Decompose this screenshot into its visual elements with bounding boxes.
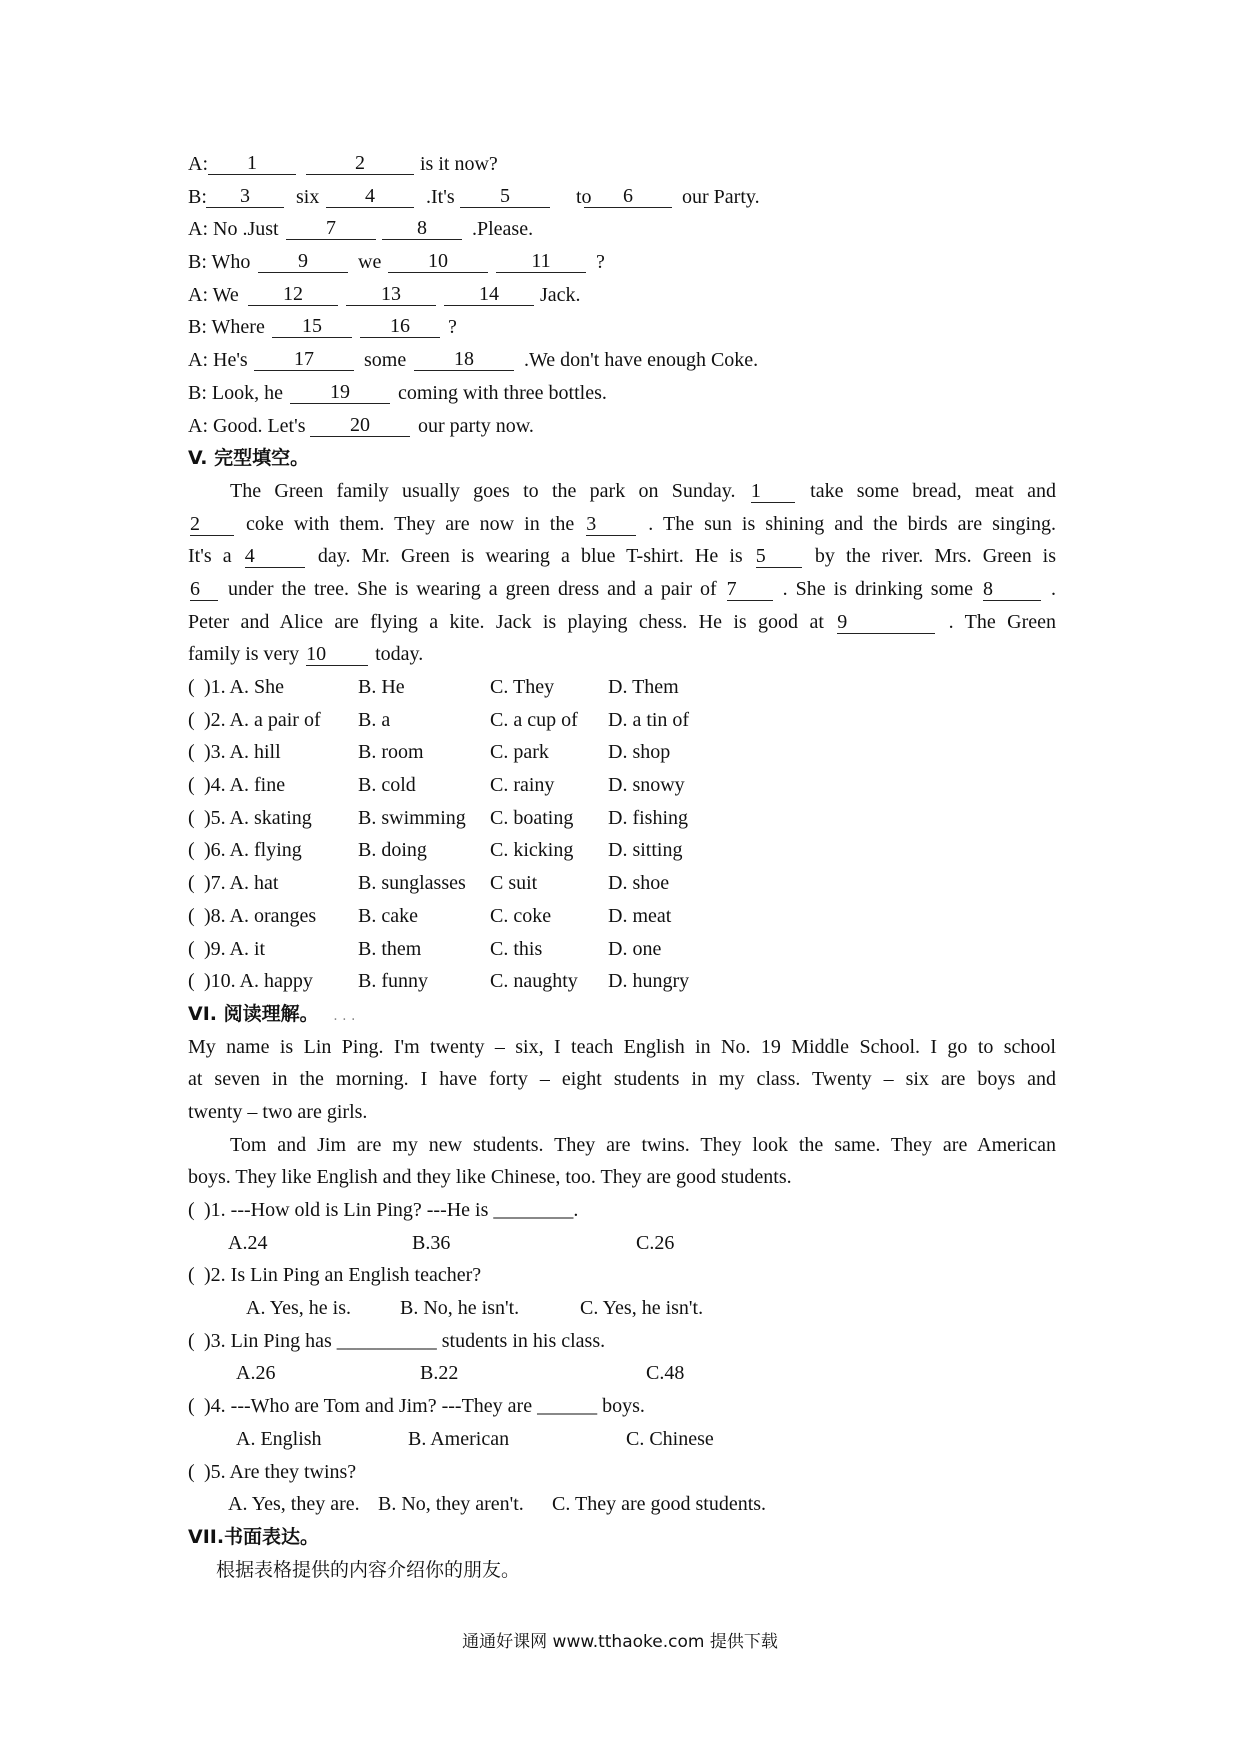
option-choice[interactable]: B. doing [358, 839, 427, 862]
option-choice[interactable]: C. a cup of [490, 708, 578, 731]
answer-blank[interactable]: 16 [360, 315, 440, 338]
answer-blank[interactable]: 11 [496, 250, 586, 273]
cloze-line [188, 508, 1056, 541]
cloze-line [188, 606, 1056, 639]
dialogue-line [188, 181, 1056, 214]
reading-line: Tom and Jim are my new students. They are twins. They look the same. They are American [230, 1133, 1056, 1156]
option-choice: )10. A. happy [204, 970, 313, 993]
answer-blank[interactable]: 8 [382, 217, 462, 240]
answer-blank[interactable]: 2 [306, 152, 414, 175]
speaker-label: A: No .Just [188, 218, 279, 241]
answer-paren: ( [188, 839, 195, 862]
option-choice: )2. A. a pair of [204, 708, 321, 731]
option-choice[interactable]: D. shoe [608, 872, 670, 895]
question-line [188, 1194, 1056, 1227]
answer-options [188, 1292, 1056, 1325]
cloze-blank[interactable]: 6 [190, 578, 218, 601]
dialogue-line [188, 148, 1056, 181]
speaker-label: A: We [188, 283, 239, 306]
option-choice[interactable]: C. rainy [490, 774, 555, 797]
answer-paren: ( [188, 1329, 195, 1352]
option-choice[interactable]: C. coke [490, 904, 552, 927]
cloze-line [188, 638, 1056, 671]
question-text: )1. ---How old is Lin Ping? ---He is ________. [204, 1199, 579, 1221]
cloze-text: . She is drinking some [782, 577, 974, 600]
answer-paren: ( [188, 1460, 195, 1483]
option-row [188, 671, 1056, 704]
heading-dots: . . . [333, 1007, 356, 1024]
answer-options [188, 1357, 1056, 1390]
speaker-label: B: Who [188, 251, 251, 274]
option-choice[interactable]: D. sitting [608, 839, 683, 862]
answer-blank[interactable]: 20 [310, 414, 410, 437]
dialogue-text: .It's [426, 185, 455, 208]
answer-blank[interactable]: 6 [584, 185, 672, 208]
cloze-line [188, 540, 1056, 573]
answer-paren: ( [188, 741, 195, 764]
speaker-label: A: He's [188, 349, 248, 372]
reading-line: at seven in the morning. I have forty – eight students in my class. Twenty – six are boys and [188, 1068, 1056, 1091]
option-choice[interactable]: B. swimming [358, 806, 466, 829]
option-choice[interactable]: C. boating [490, 806, 574, 829]
speaker-label: A: Good. Let's [188, 414, 306, 437]
option-choice[interactable]: C. They [490, 676, 555, 698]
answer-option[interactable]: A. English [236, 1427, 322, 1450]
cloze-text: under the tree. She is wearing a green dress and a pair of [228, 577, 717, 600]
question-line [188, 1390, 1056, 1423]
option-choice[interactable]: B. them [358, 937, 422, 960]
cloze-text: The Green family usually goes to the park on Sunday. [230, 479, 736, 502]
answer-blank[interactable]: 4 [326, 185, 414, 208]
option-choice: )8. A. oranges [204, 904, 317, 927]
answer-paren: ( [188, 1264, 195, 1287]
dialogue-exercise [188, 148, 1056, 442]
cloze-line [188, 475, 1056, 508]
cloze-text: coke with them. They are now in the [246, 512, 575, 535]
option-choice: )5. A. skating [204, 806, 312, 829]
question-line [188, 1456, 1056, 1489]
answer-paren: ( [188, 774, 195, 797]
question-line [188, 1325, 1056, 1358]
answer-option[interactable]: C.48 [646, 1362, 685, 1385]
answer-blank[interactable]: 1 [208, 152, 296, 175]
cloze-blank[interactable]: 5 [756, 545, 802, 568]
option-row [188, 704, 1056, 737]
cloze-blank[interactable]: 3 [586, 513, 636, 536]
option-choice[interactable]: B. cake [358, 904, 418, 927]
reading-line: twenty – two are girls. [188, 1100, 368, 1123]
option-row [188, 802, 1056, 835]
cloze-options [188, 671, 1056, 998]
cloze-blank[interactable]: 2 [190, 513, 234, 536]
dialogue-text: is it now? [420, 153, 498, 175]
option-choice[interactable]: C. kicking [490, 839, 574, 862]
cloze-text: family is very [188, 643, 300, 666]
dialogue-text: to [576, 185, 592, 208]
answer-option[interactable]: A. Yes, he is. [246, 1297, 352, 1320]
cloze-blank[interactable]: 9 [837, 611, 935, 634]
section-6-title: VI. 阅读理解。 [188, 1002, 319, 1025]
answer-blank[interactable]: 13 [346, 283, 436, 306]
answer-paren: ( [188, 937, 195, 960]
cloze-line [188, 573, 1056, 606]
option-choice[interactable]: D. Them [608, 676, 679, 698]
option-choice: )6. A. flying [204, 839, 302, 862]
dialogue-text: six [296, 185, 320, 208]
answer-option[interactable]: B.36 [412, 1231, 451, 1254]
answer-blank[interactable]: 10 [388, 250, 488, 273]
dialogue-text: some [364, 349, 407, 372]
dialogue-text: Jack. [540, 283, 581, 306]
cloze-blank[interactable]: 10 [306, 643, 368, 666]
dialogue-text: we [358, 251, 382, 274]
cloze-blank[interactable]: 1 [751, 480, 795, 503]
answer-option[interactable]: A. Yes, they are. [228, 1493, 360, 1516]
reading-line: boys. They like English and they like Chinese, too. They are good students. [188, 1166, 792, 1189]
option-choice[interactable]: B. a [358, 708, 391, 731]
question-line [188, 1259, 1056, 1292]
option-row [188, 965, 1056, 998]
answer-option[interactable]: C. Chinese [626, 1427, 714, 1450]
answer-paren: ( [188, 872, 195, 895]
option-choice[interactable]: B. sunglasses [358, 872, 466, 895]
section-5-heading: V. 完型填空。 [188, 447, 310, 470]
cloze-text: by the river. Mrs. Green is [814, 545, 1057, 568]
cloze-passage [188, 475, 1056, 671]
dialogue-line [188, 377, 1056, 410]
cloze-text: It's a [188, 545, 232, 568]
answer-option[interactable]: A.26 [236, 1362, 276, 1385]
dialogue-text: ? [448, 316, 457, 339]
answer-option[interactable]: C. They are good students. [552, 1493, 767, 1516]
option-choice[interactable]: B. He [358, 676, 405, 698]
dialogue-text: .Please. [472, 218, 534, 241]
answer-option[interactable]: B. No, they aren't. [378, 1493, 524, 1516]
option-choice: )1. A. She [204, 676, 284, 698]
answer-paren: ( [188, 806, 195, 829]
speaker-label: A: [188, 153, 208, 175]
dialogue-line [188, 311, 1056, 344]
option-row [188, 867, 1056, 900]
option-choice: )9. A. it [204, 937, 266, 960]
option-choice[interactable]: D. meat [608, 904, 672, 927]
dialogue-line [188, 279, 1056, 312]
dialogue-line [188, 213, 1056, 246]
worksheet-page [188, 148, 1056, 1586]
cloze-text: . The sun is shining and the birds are singing. [648, 512, 1057, 535]
question-text: )2. Is Lin Ping an English teacher? [204, 1264, 482, 1287]
dialogue-text: our party now. [418, 414, 534, 437]
speaker-label: B: Where [188, 316, 265, 339]
answer-option[interactable]: C.26 [636, 1231, 675, 1254]
option-choice[interactable]: D. fishing [608, 806, 688, 829]
answer-paren: ( [188, 904, 195, 927]
reading-line: My name is Lin Ping. I'm twenty – six, I teach English in No. 19 Middle School. I go to school [188, 1035, 1056, 1058]
option-choice: )4. A. fine [204, 774, 286, 797]
answer-blank[interactable]: 5 [460, 185, 550, 208]
option-choice[interactable]: D. snowy [608, 774, 685, 797]
answer-option[interactable]: C. Yes, he isn't. [580, 1297, 704, 1320]
dialogue-text: ? [596, 251, 605, 274]
cloze-blank[interactable]: 8 [983, 578, 1041, 601]
option-row [188, 736, 1056, 769]
option-row [188, 769, 1056, 802]
speaker-label: B: Look, he [188, 381, 283, 404]
answer-blank[interactable]: 14 [444, 283, 534, 306]
cloze-text: . [1051, 577, 1057, 600]
question-text: )3. Lin Ping has __________ students in his class. [204, 1329, 606, 1352]
answer-paren: ( [188, 676, 195, 698]
option-choice[interactable]: C. naughty [490, 970, 578, 993]
cloze-text: take some bread, meat and [810, 479, 1057, 502]
option-choice[interactable]: D. one [608, 937, 662, 960]
section-6-heading [188, 998, 1056, 1031]
dialogue-line [188, 246, 1056, 279]
answer-option[interactable]: A.24 [228, 1231, 268, 1254]
option-choice[interactable]: B. cold [358, 774, 416, 797]
cloze-text: day. Mr. Green is wearing a blue T-shirt. He is [317, 545, 743, 568]
cloze-blank[interactable]: 4 [245, 545, 305, 568]
answer-paren: ( [188, 708, 195, 731]
answer-blank[interactable]: 19 [290, 381, 390, 404]
answer-option[interactable]: B.22 [420, 1362, 459, 1385]
option-choice[interactable]: B. room [358, 741, 424, 764]
question-text: )4. ---Who are Tom and Jim? ---They are ______ boys. [204, 1395, 645, 1418]
answer-blank[interactable]: 12 [248, 283, 338, 306]
option-choice[interactable]: C. this [490, 937, 543, 960]
option-choice[interactable]: C. park [490, 741, 549, 764]
option-row [188, 834, 1056, 867]
option-choice: )3. A. hill [204, 741, 281, 764]
option-choice[interactable]: B. funny [358, 970, 428, 993]
option-row [188, 933, 1056, 966]
option-choice[interactable]: D. a tin of [608, 708, 690, 731]
cloze-text: today. [375, 643, 424, 666]
answer-option[interactable]: B. American [408, 1427, 510, 1450]
option-row [188, 900, 1056, 933]
dialogue-text: coming with three bottles. [398, 381, 607, 404]
answer-paren: ( [188, 970, 195, 993]
dialogue-text: our Party. [682, 185, 760, 208]
dialogue-line [188, 410, 1056, 443]
option-choice[interactable]: D. shop [608, 741, 671, 764]
page-footer: 通通好课网 www.tthaoke.com 提供下载 [462, 1632, 778, 1652]
answer-blank[interactable]: 17 [254, 348, 354, 371]
section-7-instruction: 根据表格提供的内容介绍你的朋友。 [216, 1558, 521, 1581]
answer-blank[interactable]: 7 [286, 217, 376, 240]
option-choice: )7. A. hat [204, 872, 279, 895]
cloze-blank[interactable]: 7 [727, 578, 773, 601]
reading-questions [188, 1194, 1056, 1521]
answer-blank[interactable]: 9 [258, 250, 348, 273]
answer-blank[interactable]: 18 [414, 348, 514, 371]
answer-options [188, 1227, 1056, 1260]
answer-blank[interactable]: 3 [206, 185, 284, 208]
cloze-text: . The Green [948, 610, 1057, 633]
speaker-label: B: [188, 185, 207, 208]
dialogue-text: .We don't have enough Coke. [524, 349, 759, 372]
answer-options [188, 1423, 1056, 1456]
answer-blank[interactable]: 15 [272, 315, 352, 338]
answer-paren: ( [188, 1199, 195, 1221]
dialogue-line [188, 344, 1056, 377]
section-7-heading: VII.书面表达。 [188, 1525, 320, 1548]
reading-passage [188, 1031, 1056, 1194]
answer-option[interactable]: B. No, he isn't. [400, 1297, 520, 1320]
answer-paren: ( [188, 1395, 195, 1418]
answer-options [188, 1488, 1056, 1521]
question-text: )5. Are they twins? [204, 1460, 357, 1483]
cloze-text: Peter and Alice are flying a kite. Jack is playing chess. He is good at [188, 610, 824, 633]
option-choice[interactable]: D. hungry [608, 970, 690, 993]
option-choice[interactable]: C suit [490, 872, 538, 895]
